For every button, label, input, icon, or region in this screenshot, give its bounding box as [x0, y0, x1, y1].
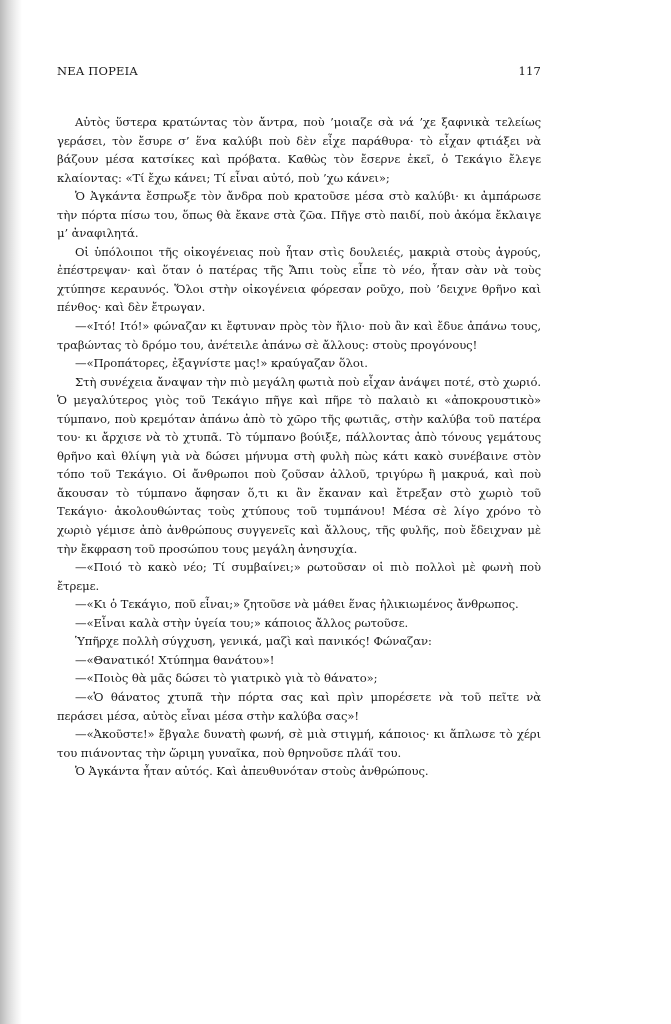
running-title: ΝΕΑ ΠΟΡΕΙΑ — [57, 64, 138, 78]
paragraph-12: —«Ποιὸς θὰ μᾶς δώσει τὸ γιατρικὸ γιὰ τὸ θάνατο»; — [75, 671, 378, 686]
paragraph-13: —«Ὁ θάνατος χτυπᾶ τὴν πόρτα σας καὶ πρὶν μπορέσετε νὰ τοῦ πεῖτε νὰ περάσει μέσα, αὐτὸς εἶναι μέσα στὴν καλύβα σας»! — [57, 689, 541, 723]
paragraph-10: Ὑπῆρχε πολλὴ σύγχυση, γενικά, μαζὶ καὶ πανικός! Φώναζαν: — [75, 634, 432, 649]
paragraph-6: Στὴ συνέχεια ἄναψαν τὴν πιὸ μεγάλη φωτιὰ ποὺ εἶχαν ἀνάψει ποτέ, στὸ χωριό. Ὁ μεγαλύτερος γιὸς τοῦ Τεκάγιο πῆγε καὶ πῆρε τὸ παλαιὸ κι «ἀποκρουστικὸ» τύμπανο, ποὺ κρεμόταν ἀπάνω ἀπὸ τὸ χῶρο τῆς φωτιᾶς, στὴν καλύβα τοῦ πατέρα του· κι ἄρχισε νὰ τὸ χτυπᾶ. Τὸ τύμπανο βούιξε, πάλλοντας ἀπὸ τόνους γεμάτους θρῆνο καὶ θλίψη γιὰ νὰ δώσει μήνυμα στὴ φυλὴ πὼς κάτι κακὸ συνέβαινε στὸν τόπο τοῦ Τεκάγιο. Οἱ ἄνθρωποι ποὺ ζοῦσαν ἀλλοῦ, τριγύρω ἢ μακρυά, καὶ ποὺ ἄκουσαν τὸ τύμπανο ἄφησαν ὅ,τι κι ἂν ἔκαναν καὶ ἔτρεξαν στὸ χωριὸ τοῦ Τεκάγιο· ἀκολουθώντας τοὺς χτύπους τοῦ τυμπάνου! Μέσα σὲ λίγο χρόνο τὸ χωριὸ γέμισε ἀπὸ ἀνθρώπους συγγενεῖς καὶ ἄλλους, τῆς φυλῆς, ποὺ ἔδειχναν μὲ τὴν ἔκφραση τοῦ προσώπου τους μεγάλη ἀνησυχία. — [57, 374, 541, 556]
paragraph-11: —«Θανατικό! Χτύπημα θανάτου»! — [75, 652, 275, 667]
paragraph-15: Ὁ Ἀγκάντα ἦταν αὐτός. Καὶ ἀπευθυνόταν στοὺς ἀνθρώπους. — [75, 764, 429, 779]
body-text — [57, 113, 541, 781]
paragraph-4: —«Ιτό! Ιτό!» φώναζαν κι ἔφτυναν πρὸς τὸν ἥλιο· ποὺ ἂν καὶ ἔδυε ἀπάνω τους, τραβώντας τὸ δρόμο του, ἀνέτειλε ἀπάνω σὲ ἄλλους: στοὺς προγόνους! — [57, 319, 541, 352]
page-number: 117 — [518, 64, 541, 78]
book-binding-shadow — [0, 0, 22, 1024]
paragraph-14: —«Ἀκοῦστε!» ἔβγαλε δυνατὴ φωνή, σὲ μιὰ στιγμή, κάποιος· κι ἅπλωσε τὸ χέρι του πιάνοντας τὴν ὥριμη γυναῖκα, ποὺ θρηνοῦσε πλάϊ του. — [57, 727, 541, 760]
paragraph-8: —«Κι ὁ Τεκάγιο, ποῦ εἶναι;» ζητοῦσε νὰ μάθει ἕνας ἡλικιωμένος ἄνθρωπος. — [75, 597, 519, 612]
paragraph-2: Ὁ Ἀγκάντα ἔσπρωξε τὸν ἄνδρα ποὺ κρατοῦσε μέσα στὸ καλύβι· κι ἀμπάρωσε τὴν πόρτα πίσω του, ὅπως θὰ ἔκανε στὰ ζῶα. Πῆγε στὸ παιδί, ποὺ ἀκόμα ἔκλαιγε μ’ ἀναφιλητά. — [57, 189, 541, 241]
paragraph-3: Οἱ ὑπόλοιποι τῆς οἰκογένειας ποὺ ἦταν στὶς δουλειές, μακριὰ στοὺς ἀγρούς, ἐπέστρεψαν· καὶ ὅταν ὁ πατέρας τῆς Ἄπιι τοὺς εἶπε τὸ νέο, ἦταν σὰν νὰ τοὺς χτύπησε κεραυνός. Ὅλοι στὴν οἰκογένεια φόρεσαν ροῦχο, ποὺ ’δειχνε θρῆνο καὶ πένθος· καὶ δὲν ἔτρωγαν. — [57, 244, 541, 315]
paragraph-5: —«Προπάτορες, ἐξαγνίστε μας!» κραύγαζαν ὅλοι. — [75, 356, 368, 371]
paragraph-1: Αὐτὸς ὕστερα κρατώντας τὸν ἄντρα, ποὺ ’μοιαζε σὰ νά ’χε ξαφνικὰ τελείως γεράσει, τὸν ἔσυρε σ’ ἕνα καλύβι ποὺ δὲν εἶχε παράθυρα· τὸ εἶχαν φτιάξει νὰ βάζουν μέσα κατσίκες καὶ πρόβατα. Καθὼς τὸν ἔσερνε ἐκεῖ, ὁ Τεκάγιο ἔλεγε κλαίοντας: «Τί ἔχω κάνει; Τί εἶναι αὐτό, ποὺ ’χω κάνει»; — [57, 115, 541, 185]
paragraph-9: —«Εἶναι καλὰ στὴν ὑγεία του;» κάποιος ἄλλος ρωτοῦσε. — [75, 615, 409, 630]
paragraph-7: —«Ποιό τὸ κακὸ νέο; Τί συμβαίνει;» ρωτοῦσαν οἱ πιὸ πολλοὶ μὲ φωνὴ ποὺ ἔτρεμε. — [57, 560, 541, 593]
running-head — [57, 64, 541, 82]
